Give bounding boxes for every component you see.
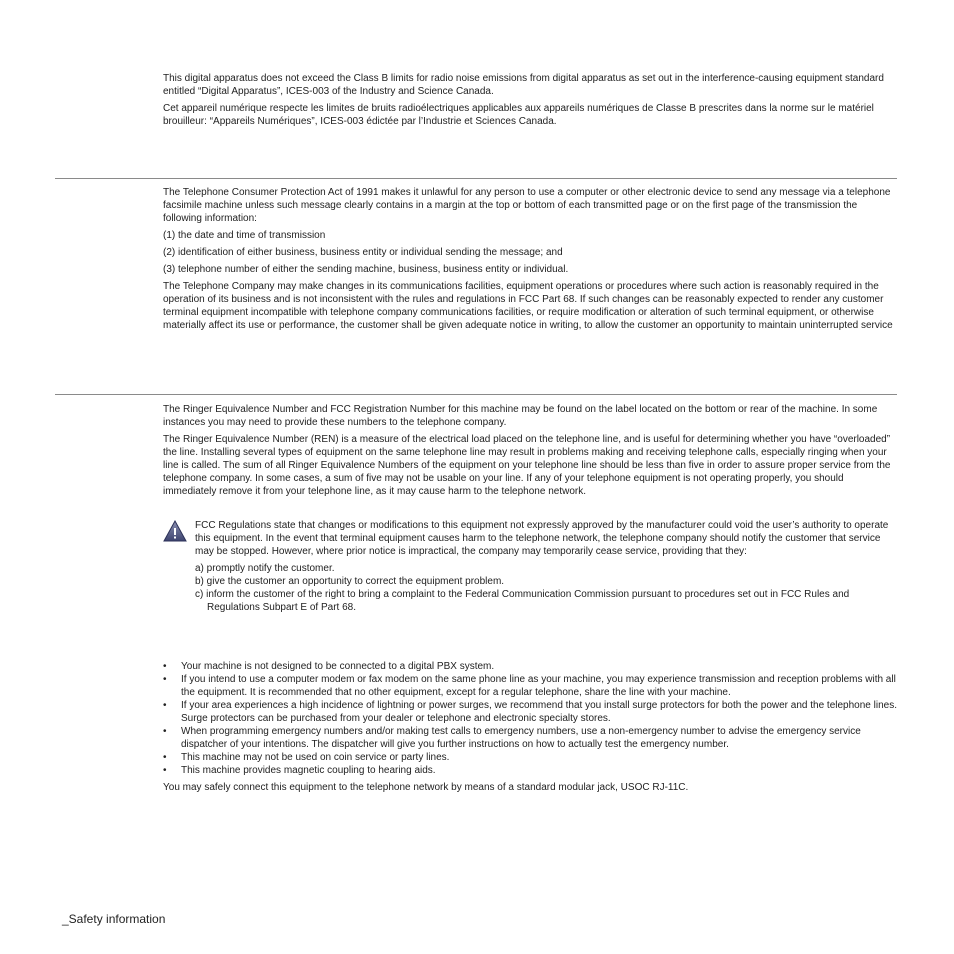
list-item-text: This machine may not be used on coin service or party lines. <box>181 752 450 763</box>
warning-list-item: b) give the customer an opportunity to correct the equipment problem. <box>195 576 505 587</box>
tcpa-telephone-company-paragraph: The Telephone Company may make changes in its communications facilities, equipment operations or procedures where such action is reasonably required in the operation of its business and is not inconsistent with the rules and regulations in FCC Part 68. If such changes can be reasonably expected to render any customer terminal equipment incompatible with telephone company communications facilities, or require modification or alteration of such terminal equipment, or otherwise materially affect its use or performance, the customer shall be given adequate notice in writing, to allow the customer an opportunity to maintain uninterrupted service <box>163 281 893 331</box>
bullet-icon: • <box>163 700 167 711</box>
warning-triangle-icon <box>163 520 187 542</box>
tcpa-section <box>163 186 897 336</box>
bullet-icon: • <box>163 765 167 776</box>
tcpa-item: (1) the date and time of transmission <box>163 230 326 241</box>
ren-paragraph: The Ringer Equivalence Number and FCC Registration Number for this machine may be found on the label located on the bottom or rear of the machine. In some instances you may need to provide these numbers to the telephone company. <box>163 404 878 428</box>
warning-list-item: a) promptly notify the customer. <box>195 563 335 574</box>
list-item-text: This machine provides magnetic coupling to hearing aids. <box>181 765 436 776</box>
bullet-icon: • <box>163 661 167 672</box>
list-item <box>163 725 897 751</box>
canada-paragraph-fr: Cet appareil numérique respecte les limites de bruits radioélectriques applicables aux appareils numériques de Classe B prescrites dans la norme sur le matériel brouilleur: “Appareils Numériques”, ICES-003 édictée par l’Industrie et Sciences Canada. <box>163 103 874 127</box>
list-item <box>163 699 897 725</box>
notes-section <box>163 660 897 794</box>
list-item-text: When programming emergency numbers and/or making test calls to emergency numbers, use a non-emergency number to advise the emergency service dispatcher of your intentions. The dispatcher will give you further instructions on how to actually test the emergency number. <box>181 726 861 750</box>
list-item <box>163 660 897 673</box>
list-item-text: If your area experiences a high incidence of lightning or power surges, we recommend that you install surge protectors for both the power and the telephone lines. Surge protectors can be purchased from your dealer or telephone and electronic specialty stores. <box>181 700 897 724</box>
canada-section <box>163 72 897 132</box>
tcpa-item: (3) telephone number of either the sending machine, business, business entity or individual. <box>163 264 569 275</box>
bullet-icon: • <box>163 674 167 685</box>
warning-list-item: c) inform the customer of the right to bring a complaint to the Federal Communication Commission pursuant to procedures set out in FCC Rules and Regulations Subpart E of Part 68. <box>195 589 850 613</box>
list-item <box>163 751 897 764</box>
page-footer: _Safety information <box>62 912 166 926</box>
tcpa-intro: The Telephone Consumer Protection Act of 1991 makes it unlawful for any person to use a computer or other electronic device to send any message via a telephone facsimile machine unless such message clearly contains in a margin at the top or bottom of each transmitted page or on the first page of the transmission the following information: <box>163 187 891 224</box>
list-item <box>163 673 897 699</box>
tcpa-item: (2) identification of either business, business entity or individual sending the message; and <box>163 247 563 258</box>
closing-paragraph: You may safely connect this equipment to the telephone network by means of a standard modular jack, USOC RJ-11C. <box>163 782 689 793</box>
list-item <box>163 764 897 777</box>
ren-section <box>163 403 897 502</box>
bullet-icon: • <box>163 726 167 737</box>
list-item-text: If you intend to use a computer modem or fax modem on the same phone line as your machine, you may experience transmission and reception problems with all the equipment. It is recommended that no other equipment, except for a regular telephone, share the line with your machine. <box>181 674 896 698</box>
warning-text: FCC Regulations state that changes or modifications to this equipment not expressly approved by the manufacturer could void the user’s authority to operate this equipment. In the event that terminal equipment causes harm to the telephone network, the telephone company should notify the customer that service may be stopped. However, where prior notice is impractical, the company may temporarily cease service, providing that they: <box>195 520 889 557</box>
notes-list <box>163 660 897 777</box>
ren-paragraph: The Ringer Equivalence Number (REN) is a measure of the electrical load placed on the telephone line, and is useful for determining whether you have “overloaded” the line. Installing several types of equipment on the same telephone line may result in problems making and receiving telephone calls, especially ringing when your line is called. The sum of all Ringer Equivalence Numbers of the equipment on your telephone line should be less than five in order to assure proper service from the telephone company. In some cases, a sum of five may not be usable on your line. If any of your telephone equipment is not operating properly, you should immediately remove it from your telephone line, as it may cause harm to the telephone network. <box>163 434 891 497</box>
canada-paragraph-en: This digital apparatus does not exceed the Class B limits for radio noise emissions from digital apparatus as set out in the interference-causing equipment standard entitled “Digital Apparatus”, ICES-003 of the Industry and Science Canada. <box>163 73 884 97</box>
bullet-icon: • <box>163 752 167 763</box>
warning-list <box>195 562 895 614</box>
list-item-text: Your machine is not designed to be connected to a digital PBX system. <box>181 661 495 672</box>
section-divider <box>55 178 897 179</box>
section-divider <box>55 394 897 395</box>
